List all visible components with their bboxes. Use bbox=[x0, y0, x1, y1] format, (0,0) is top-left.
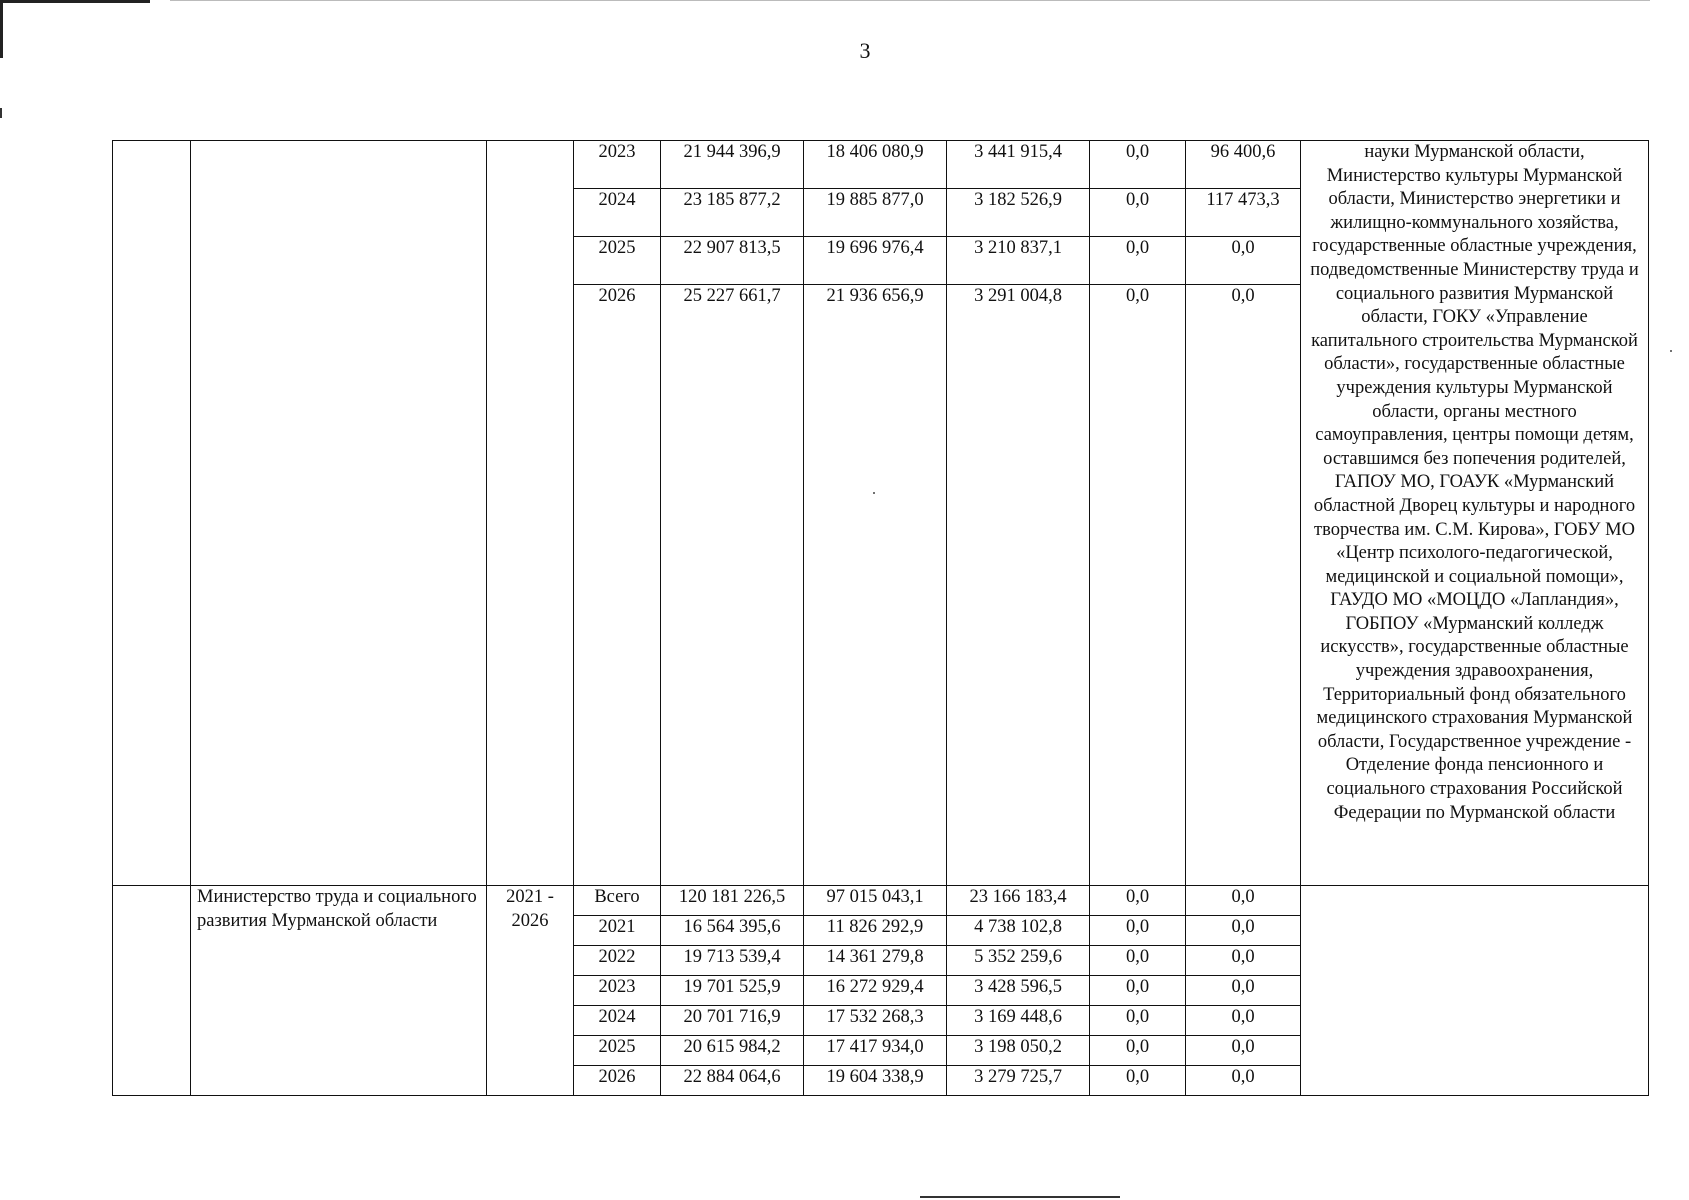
federal-budget-cell: 3 198 050,2 bbox=[947, 1036, 1090, 1066]
regional-budget-cell: 17 532 268,3 bbox=[804, 1006, 947, 1036]
regional-budget-cell: 17 417 934,0 bbox=[804, 1036, 947, 1066]
other-sources-cell: 117 473,3 bbox=[1186, 189, 1301, 237]
year-cell: 2022 bbox=[574, 946, 661, 976]
other-sources-cell: 0,0 bbox=[1186, 946, 1301, 976]
page-number: 3 bbox=[859, 38, 871, 63]
scan-bottom-mark bbox=[920, 1196, 1120, 1198]
year-cell: 2023 bbox=[574, 976, 661, 1006]
index-cell bbox=[113, 141, 191, 886]
year-cell: 2024 bbox=[574, 189, 661, 237]
scan-top-edge bbox=[170, 0, 1650, 1]
financing-table bbox=[112, 140, 1649, 1096]
executor-name-cell: Министерство труда и социального развития Мурманской области bbox=[191, 886, 487, 1096]
total-cell: 20 701 716,9 bbox=[661, 1006, 804, 1036]
regional-budget-cell: 14 361 279,8 bbox=[804, 946, 947, 976]
executors-cell-empty bbox=[1301, 886, 1649, 1096]
other-sources-cell: 0,0 bbox=[1186, 237, 1301, 285]
regional-budget-cell: 16 272 929,4 bbox=[804, 976, 947, 1006]
scan-edge-tick bbox=[0, 108, 2, 118]
regional-budget-cell: 97 015 043,1 bbox=[804, 886, 947, 916]
total-cell: 22 907 813,5 bbox=[661, 237, 804, 285]
regional-budget-cell: 19 885 877,0 bbox=[804, 189, 947, 237]
regional-budget-cell: 19 604 338,9 bbox=[804, 1066, 947, 1096]
year-cell: 2024 bbox=[574, 1006, 661, 1036]
total-cell: 25 227 661,7 bbox=[661, 285, 804, 886]
local-budget-cell: 0,0 bbox=[1090, 976, 1186, 1006]
regional-budget-cell: 21 936 656,9 bbox=[804, 285, 947, 886]
total-cell: 20 615 984,2 bbox=[661, 1036, 804, 1066]
other-sources-cell: 0,0 bbox=[1186, 1066, 1301, 1096]
executors-cell: науки Мурманской области, Министерство культуры Мурманской области, Министерство энергетики и жилищно-коммунального хозяйства, государственные областные учреждения, подведомственные Министерству труда и социального развития Мурманской области, ГОКУ «Управление капитального строительства Мурманской области», государственные областные учреждения культуры Мурманской области, органы местного самоуправления, центры помощи детям, оставшимся без попечения родителей, ГАПОУ МО, ГОАУК «Мурманский областной Дворец культуры и народного творчества им. С.М. Кирова», ГОБУ МО «Центр психолого-педагогической, медицинской и социальной помощи», ГАУДО МО «МОЦДО «Лапландия», ГОБПОУ «Мурманский колледж искусств», государственные областные учреждения здравоохранения, Территориальный фонд обязательного медицинского страхования Мурманской области, Государственное учреждение - Отделение фонда пенсионного и социального страхования Российской Федерации по Мурманской области bbox=[1301, 141, 1649, 886]
other-sources-cell: 0,0 bbox=[1186, 1036, 1301, 1066]
federal-budget-cell: 3 291 004,8 bbox=[947, 285, 1090, 886]
local-budget-cell: 0,0 bbox=[1090, 237, 1186, 285]
other-sources-cell: 96 400,6 bbox=[1186, 141, 1301, 189]
local-budget-cell: 0,0 bbox=[1090, 285, 1186, 886]
year-cell: 2026 bbox=[574, 285, 661, 886]
year-cell: 2026 bbox=[574, 1066, 661, 1096]
table-row bbox=[113, 886, 1649, 916]
scan-speck bbox=[1670, 350, 1672, 352]
year-cell: Всего bbox=[574, 886, 661, 916]
total-cell: 23 185 877,2 bbox=[661, 189, 804, 237]
table-row bbox=[113, 141, 1649, 189]
total-cell: 19 701 525,9 bbox=[661, 976, 804, 1006]
federal-budget-cell: 3 182 526,9 bbox=[947, 189, 1090, 237]
other-sources-cell: 0,0 bbox=[1186, 1006, 1301, 1036]
local-budget-cell: 0,0 bbox=[1090, 189, 1186, 237]
federal-budget-cell: 3 441 915,4 bbox=[947, 141, 1090, 189]
regional-budget-cell: 11 826 292,9 bbox=[804, 916, 947, 946]
year-cell: 2025 bbox=[574, 1036, 661, 1066]
index-cell bbox=[113, 886, 191, 1096]
federal-budget-cell: 5 352 259,6 bbox=[947, 946, 1090, 976]
local-budget-cell: 0,0 bbox=[1090, 1006, 1186, 1036]
name-cell bbox=[191, 141, 487, 886]
scan-corner-mark-vertical bbox=[0, 0, 3, 58]
regional-budget-cell: 18 406 080,9 bbox=[804, 141, 947, 189]
scan-corner-mark bbox=[0, 0, 150, 3]
total-cell: 16 564 395,6 bbox=[661, 916, 804, 946]
federal-budget-cell: 4 738 102,8 bbox=[947, 916, 1090, 946]
other-sources-cell: 0,0 bbox=[1186, 886, 1301, 916]
year-cell: 2025 bbox=[574, 237, 661, 285]
other-sources-cell: 0,0 bbox=[1186, 285, 1301, 886]
period-cell: 2021 - 2026 bbox=[487, 886, 574, 1096]
local-budget-cell: 0,0 bbox=[1090, 946, 1186, 976]
local-budget-cell: 0,0 bbox=[1090, 1066, 1186, 1096]
federal-budget-cell: 3 169 448,6 bbox=[947, 1006, 1090, 1036]
year-cell: 2021 bbox=[574, 916, 661, 946]
local-budget-cell: 0,0 bbox=[1090, 916, 1186, 946]
total-cell: 21 944 396,9 bbox=[661, 141, 804, 189]
local-budget-cell: 0,0 bbox=[1090, 886, 1186, 916]
federal-budget-cell: 23 166 183,4 bbox=[947, 886, 1090, 916]
total-cell: 19 713 539,4 bbox=[661, 946, 804, 976]
total-cell: 22 884 064,6 bbox=[661, 1066, 804, 1096]
federal-budget-cell: 3 210 837,1 bbox=[947, 237, 1090, 285]
year-cell: 2023 bbox=[574, 141, 661, 189]
other-sources-cell: 0,0 bbox=[1186, 916, 1301, 946]
total-cell: 120 181 226,5 bbox=[661, 886, 804, 916]
local-budget-cell: 0,0 bbox=[1090, 141, 1186, 189]
federal-budget-cell: 3 279 725,7 bbox=[947, 1066, 1090, 1096]
federal-budget-cell: 3 428 596,5 bbox=[947, 976, 1090, 1006]
period-cell bbox=[487, 141, 574, 886]
local-budget-cell: 0,0 bbox=[1090, 1036, 1186, 1066]
other-sources-cell: 0,0 bbox=[1186, 976, 1301, 1006]
regional-budget-cell: 19 696 976,4 bbox=[804, 237, 947, 285]
